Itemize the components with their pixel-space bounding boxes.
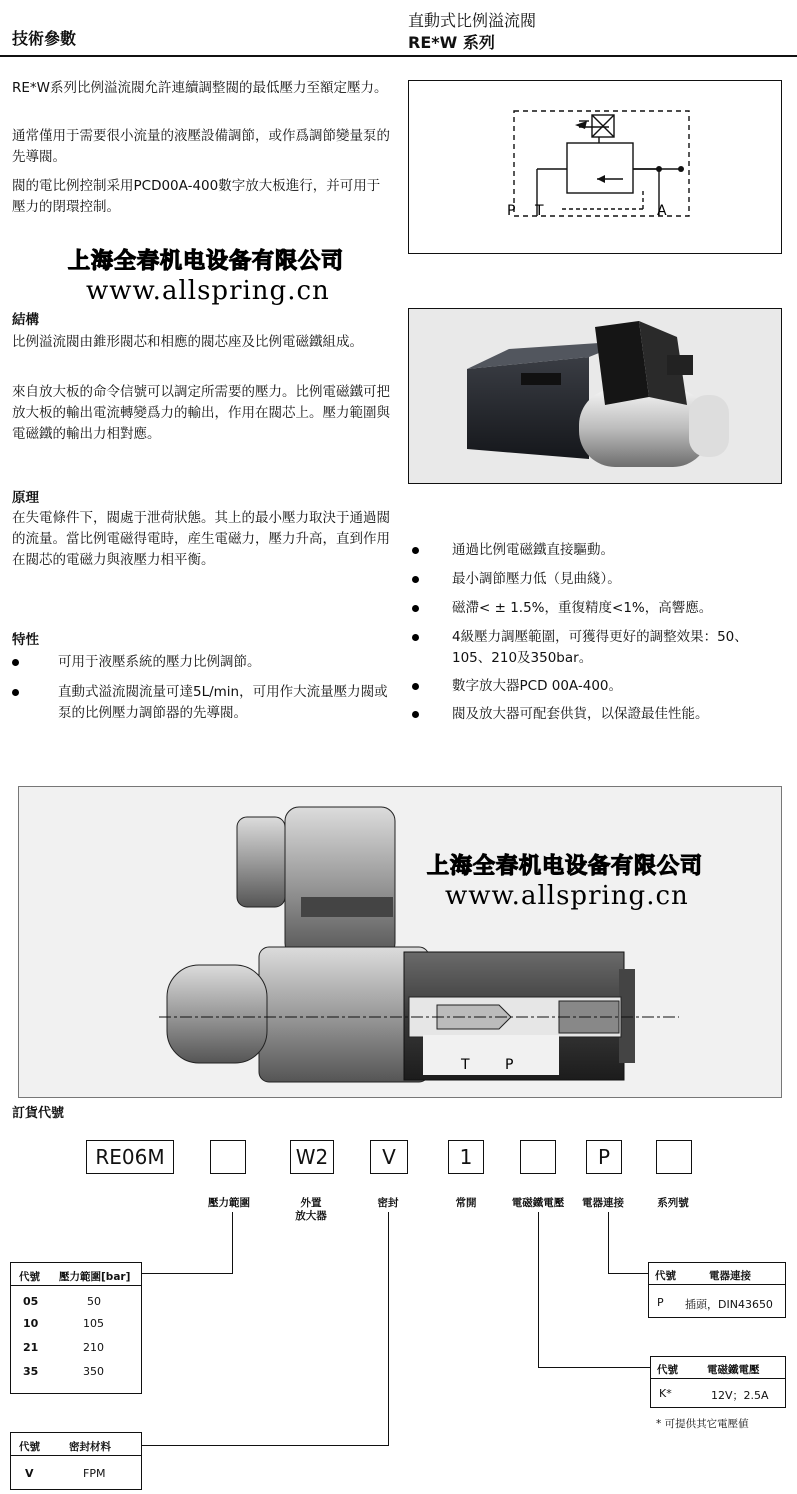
section-port-t: T	[461, 1057, 470, 1073]
leader-seal-h	[140, 1445, 389, 1446]
watermark-company: 上海全春机电设备有限公司	[68, 248, 345, 274]
hydraulic-symbol	[409, 81, 781, 253]
label-pressure-range: 壓力範圍	[208, 1197, 250, 1209]
section-title-tech-params: 技術參數	[12, 29, 77, 48]
feature-right-2	[412, 569, 782, 590]
features-heading: 特性	[12, 632, 39, 648]
label-electrical-connection: 電器連接	[582, 1197, 624, 1209]
feature-right-5-text: 數字放大器PCD 00A-400。	[452, 678, 623, 694]
seal-row-1-code: V	[25, 1467, 34, 1480]
watermark-company-2: 上海全春机电设备有限公司	[427, 853, 704, 879]
header-divider	[0, 55, 797, 57]
principle-paragraph: 在失電條件下，閥處于泄荷狀態。其上的最小壓力取決于通過閥的流量。當比例電磁得電時，産生電磁力，壓力升高，直到作用在閥芯的電磁力與液壓力相平衡。	[12, 510, 390, 568]
pressure-table-divider	[11, 1285, 141, 1286]
feature-right-1	[412, 540, 782, 561]
leader-seal-v	[388, 1212, 389, 1446]
code-box-series	[656, 1140, 692, 1174]
bullet-dot	[412, 683, 419, 690]
feature-left-2	[12, 682, 390, 724]
valve-photo-illustration	[409, 309, 781, 483]
voltage-footnote: * 可提供其它電壓値	[656, 1418, 749, 1430]
seal-row-1-value: FPM	[83, 1467, 106, 1480]
bullet-dot	[412, 576, 419, 583]
code-box-model: RE06M	[86, 1140, 174, 1174]
voltage-table-divider	[651, 1378, 785, 1379]
bullet-dot	[12, 659, 19, 666]
feature-left-2-text: 直動式溢流閥流量可達5L/min，可用作大流量壓力閥或泵的比例壓力調節器的先導閥。	[58, 684, 388, 721]
principle-heading: 原理	[12, 490, 39, 506]
voltage-row-1-value: 12V；2.5A	[711, 1389, 769, 1402]
code-box-seal: V	[370, 1140, 408, 1174]
leader-connector-v	[608, 1212, 609, 1274]
pressure-row-3-value: 210	[83, 1341, 104, 1354]
feature-right-1-text: 通過比例電磁鐵直接驅動。	[452, 542, 614, 558]
symbol-port-a: A	[657, 203, 667, 219]
label-solenoid-voltage: 電磁鐵電壓	[511, 1197, 565, 1209]
connector-row-1-value: 插頭，DIN43650	[685, 1298, 773, 1311]
intro-paragraph-2: 通常僅用于需要很小流量的液壓設備調節，或作爲調節變量泵的先導閥。	[12, 128, 390, 165]
symbol-port-t: T	[535, 203, 544, 219]
label-seal: 密封	[377, 1197, 399, 1209]
leader-connector-h	[608, 1273, 648, 1274]
voltage-table-header-voltage: 電磁鐵電壓	[707, 1364, 760, 1376]
structure-paragraph-1: 比例溢流閥由錐形閥芯和相應的閥芯座及比例電磁鐵組成。	[12, 334, 363, 350]
leader-voltage-v	[538, 1212, 539, 1368]
feature-left-1	[12, 652, 390, 673]
label-amp-line2: 放大器	[295, 1210, 327, 1222]
pressure-row-1-code: 05	[23, 1295, 39, 1308]
pressure-row-1-value: 50	[87, 1295, 101, 1308]
leader-pressure-h	[140, 1273, 233, 1274]
pressure-row-3-code: 21	[23, 1341, 39, 1354]
feature-right-3	[412, 598, 782, 619]
seal-table-divider	[11, 1455, 141, 1456]
feature-right-4-text: 4級壓力調壓範圍，可獲得更好的調整效果：50、105、210及350bar。	[452, 629, 748, 666]
hydraulic-symbol-box	[408, 80, 782, 254]
pressure-row-2-code: 10	[23, 1317, 39, 1330]
watermark-url-2: www.allspring.cn	[445, 881, 689, 911]
code-box-connector: P	[586, 1140, 622, 1174]
pressure-row-2-value: 105	[83, 1317, 104, 1330]
feature-left-1-text: 可用于液壓系統的壓力比例調節。	[58, 654, 261, 670]
solenoid-voltage-table	[650, 1356, 786, 1408]
valve-section-illustration	[19, 787, 781, 1097]
label-normally-open: 常開	[455, 1197, 477, 1209]
code-box-amplifier: W2	[290, 1140, 334, 1174]
pressure-table-header-code: 代號	[19, 1271, 40, 1283]
bullet-dot	[412, 605, 419, 612]
watermark-url: www.allspring.cn	[86, 276, 330, 306]
product-photo	[408, 308, 782, 484]
electrical-connection-table	[648, 1262, 786, 1318]
connector-table-divider	[649, 1284, 785, 1285]
feature-right-6	[412, 704, 782, 725]
seal-table-header-material: 密封材料	[69, 1441, 111, 1453]
pressure-range-table	[10, 1262, 142, 1394]
leader-pressure-v	[232, 1212, 233, 1274]
code-box-voltage	[520, 1140, 556, 1174]
leader-voltage-h	[538, 1367, 650, 1368]
section-port-p: P	[505, 1057, 514, 1073]
sectional-drawing	[18, 786, 782, 1098]
code-box-normally-open: 1	[448, 1140, 484, 1174]
voltage-table-header-code: 代號	[657, 1364, 678, 1376]
label-series-number: 系列號	[657, 1197, 689, 1209]
seal-table-header-code: 代號	[19, 1441, 40, 1453]
bullet-dot	[12, 689, 19, 696]
feature-right-5	[412, 676, 782, 697]
feature-right-4	[412, 627, 782, 669]
connector-table-header-type: 電器連接	[709, 1270, 751, 1282]
voltage-row-1-code: K*	[659, 1387, 672, 1400]
feature-right-2-text: 最小調節壓力低（見曲綫）。	[452, 571, 621, 587]
product-series: RE*W 系列	[408, 33, 495, 52]
bullet-dot	[412, 634, 419, 641]
structure-paragraph-2: 來自放大板的命令信號可以調定所需要的壓力。比例電磁鐵可把放大板的輸出電流轉變爲力的輸出，作用在閥芯上。壓力範圍與電磁鐵的輸出力相對應。	[12, 384, 390, 442]
feature-right-6-text: 閥及放大器可配套供貨，以保證最佳性能。	[452, 706, 709, 722]
label-amp-line1: 外置	[300, 1197, 322, 1209]
connector-row-1-code: P	[657, 1296, 664, 1309]
intro-paragraph-3: 閥的電比例控制采用PCD00A-400數字放大板進行，并可用于壓力的閉環控制。	[12, 178, 381, 215]
connector-table-header-code: 代號	[655, 1270, 676, 1282]
bullet-dot	[412, 711, 419, 718]
intro-paragraph-1: RE*W系列比例溢流閥允許連續調整閥的最低壓力至額定壓力。	[12, 80, 388, 96]
label-external-amplifier	[276, 1197, 346, 1223]
pressure-table-header-range: 壓力範圍[bar]	[59, 1271, 131, 1283]
pressure-row-4-value: 350	[83, 1365, 104, 1378]
feature-right-3-text: 磁滯< ± 1.5%，重復精度<1%，高響應。	[452, 600, 713, 616]
structure-heading: 結構	[12, 312, 39, 328]
seal-material-table	[10, 1432, 142, 1490]
pressure-row-4-code: 35	[23, 1365, 39, 1378]
bullet-dot	[412, 547, 419, 554]
code-box-pressure	[210, 1140, 246, 1174]
order-code-heading: 訂貨代號	[12, 1106, 65, 1121]
product-title: 直動式比例溢流閥	[408, 11, 537, 30]
symbol-port-p: P	[507, 203, 516, 219]
